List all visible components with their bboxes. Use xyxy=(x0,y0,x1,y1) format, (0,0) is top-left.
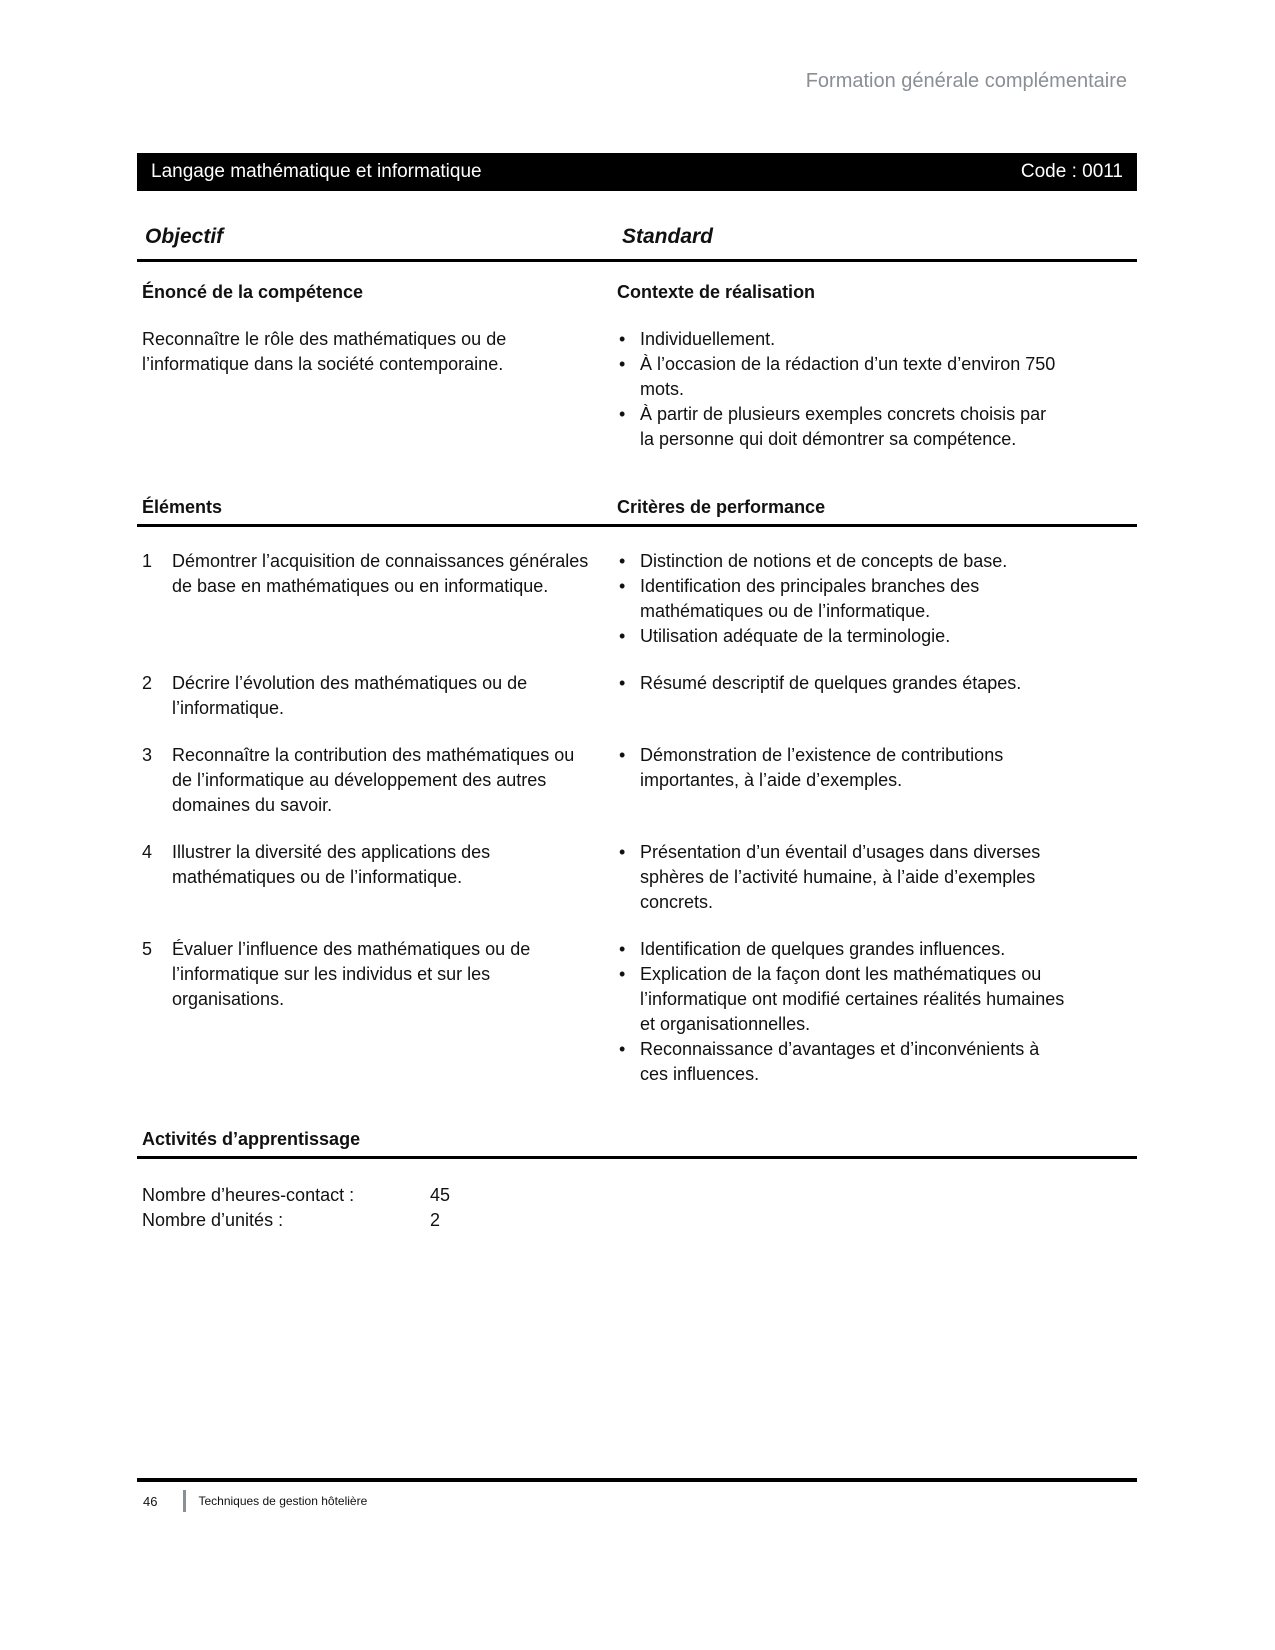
critere-bullet: • Présentation d’un éventail d’usages dans diverses sphères de l’activité humaine, à l’aide d’exemples concrets. xyxy=(617,840,1065,915)
objectif-standard-header xyxy=(137,225,1137,262)
course-banner xyxy=(137,153,1137,191)
activities-heading: Activités d’apprentissage xyxy=(137,1129,1137,1159)
elements-heading: Éléments xyxy=(142,497,223,517)
contexte-bullet-list xyxy=(617,327,1067,452)
competence-row xyxy=(137,327,1137,452)
contexte-bullet: • À partir de plusieurs exemples concrets choisis par la personne qui doit démontrer sa compétence. xyxy=(617,402,1065,452)
element-number: 2 xyxy=(142,673,153,693)
element-row xyxy=(137,743,1137,818)
hours-block xyxy=(137,1183,1137,1233)
critere-bullet: • Résumé descriptif de quelques grandes étapes. xyxy=(617,671,1065,696)
element-text: Démontrer l’acquisition de connaissances générales de base en mathématiques ou en informatique. xyxy=(172,551,589,596)
element-row xyxy=(137,840,1137,915)
critere-bullet: • Distinction de notions et de concepts de base. xyxy=(617,549,1065,574)
element-number: 4 xyxy=(142,842,153,862)
critere-bullet: • Reconnaissance d’avantages et d’inconvénients à ces influences. xyxy=(617,1037,1065,1087)
elements-list xyxy=(137,549,1137,1087)
hours-contact-value: 45 xyxy=(430,1185,451,1205)
critere-bullet: • Démonstration de l’existence de contributions importantes, à l’aide d’exemples. xyxy=(617,743,1065,793)
critere-bullet: • Utilisation adéquate de la terminologie. xyxy=(617,624,1065,649)
element-text: Évaluer l’influence des mathématiques ou de l’informatique sur les individus et sur les organisations. xyxy=(172,939,531,1009)
element-row xyxy=(137,549,1137,649)
critere-bullet: • Identification de quelques grandes influences. xyxy=(617,937,1065,962)
element-text: Décrire l’évolution des mathématiques ou de l’informatique. xyxy=(172,673,528,718)
critere-bullet: • Explication de la façon dont les mathématiques ou l’informatique ont modifié certaines réalités humaines et organisationnelles. xyxy=(617,962,1065,1037)
element-text: Reconnaître la contribution des mathématiques ou de l’informatique au développement des autres domaines du savoir. xyxy=(172,745,575,815)
competence-statement: Reconnaître le rôle des mathématiques ou de l’informatique dans la société contemporaine. xyxy=(142,329,507,374)
criteres-heading: Critères de performance xyxy=(617,497,826,517)
element-number: 5 xyxy=(142,939,153,959)
units-label: Nombre d’unités : xyxy=(142,1210,284,1230)
element-number: 3 xyxy=(142,745,153,765)
contexte-heading: Contexte de réalisation xyxy=(617,282,816,302)
elements-criteres-header xyxy=(137,497,1137,527)
critere-bullet: • Identification des principales branches des mathématiques ou de l’informatique. xyxy=(617,574,1065,624)
course-title: Langage mathématique et informatique xyxy=(151,161,482,182)
program-title: Techniques de gestion hôtelière xyxy=(198,1494,368,1508)
units-line xyxy=(142,1208,1137,1233)
element-number: 1 xyxy=(142,551,153,571)
element-row xyxy=(137,937,1137,1087)
running-header: Formation générale complémentaire xyxy=(805,70,1127,92)
contexte-bullet: • Individuellement. xyxy=(617,327,1065,352)
element-text: Illustrer la diversité des applications des mathématiques ou de l’informatique. xyxy=(172,842,491,887)
course-code: Code : 0011 xyxy=(1020,161,1123,182)
contexte-bullet: • À l’occasion de la rédaction d’un texte d’environ 750 mots. xyxy=(617,352,1065,402)
hours-contact-label: Nombre d’heures-contact : xyxy=(142,1185,355,1205)
page-footer xyxy=(137,1490,1137,1512)
page-number: 46 xyxy=(143,1493,158,1509)
standard-heading: Standard xyxy=(622,225,714,248)
units-value: 2 xyxy=(430,1210,441,1230)
competence-headings xyxy=(137,282,1137,303)
page-content xyxy=(137,0,1137,1233)
hours-contact-line xyxy=(142,1183,1137,1208)
objectif-heading: Objectif xyxy=(145,225,224,248)
element-row xyxy=(137,671,1137,721)
footer-rule xyxy=(137,1478,1137,1482)
enonce-heading: Énoncé de la compétence xyxy=(142,282,364,302)
footer-divider xyxy=(183,1490,186,1512)
